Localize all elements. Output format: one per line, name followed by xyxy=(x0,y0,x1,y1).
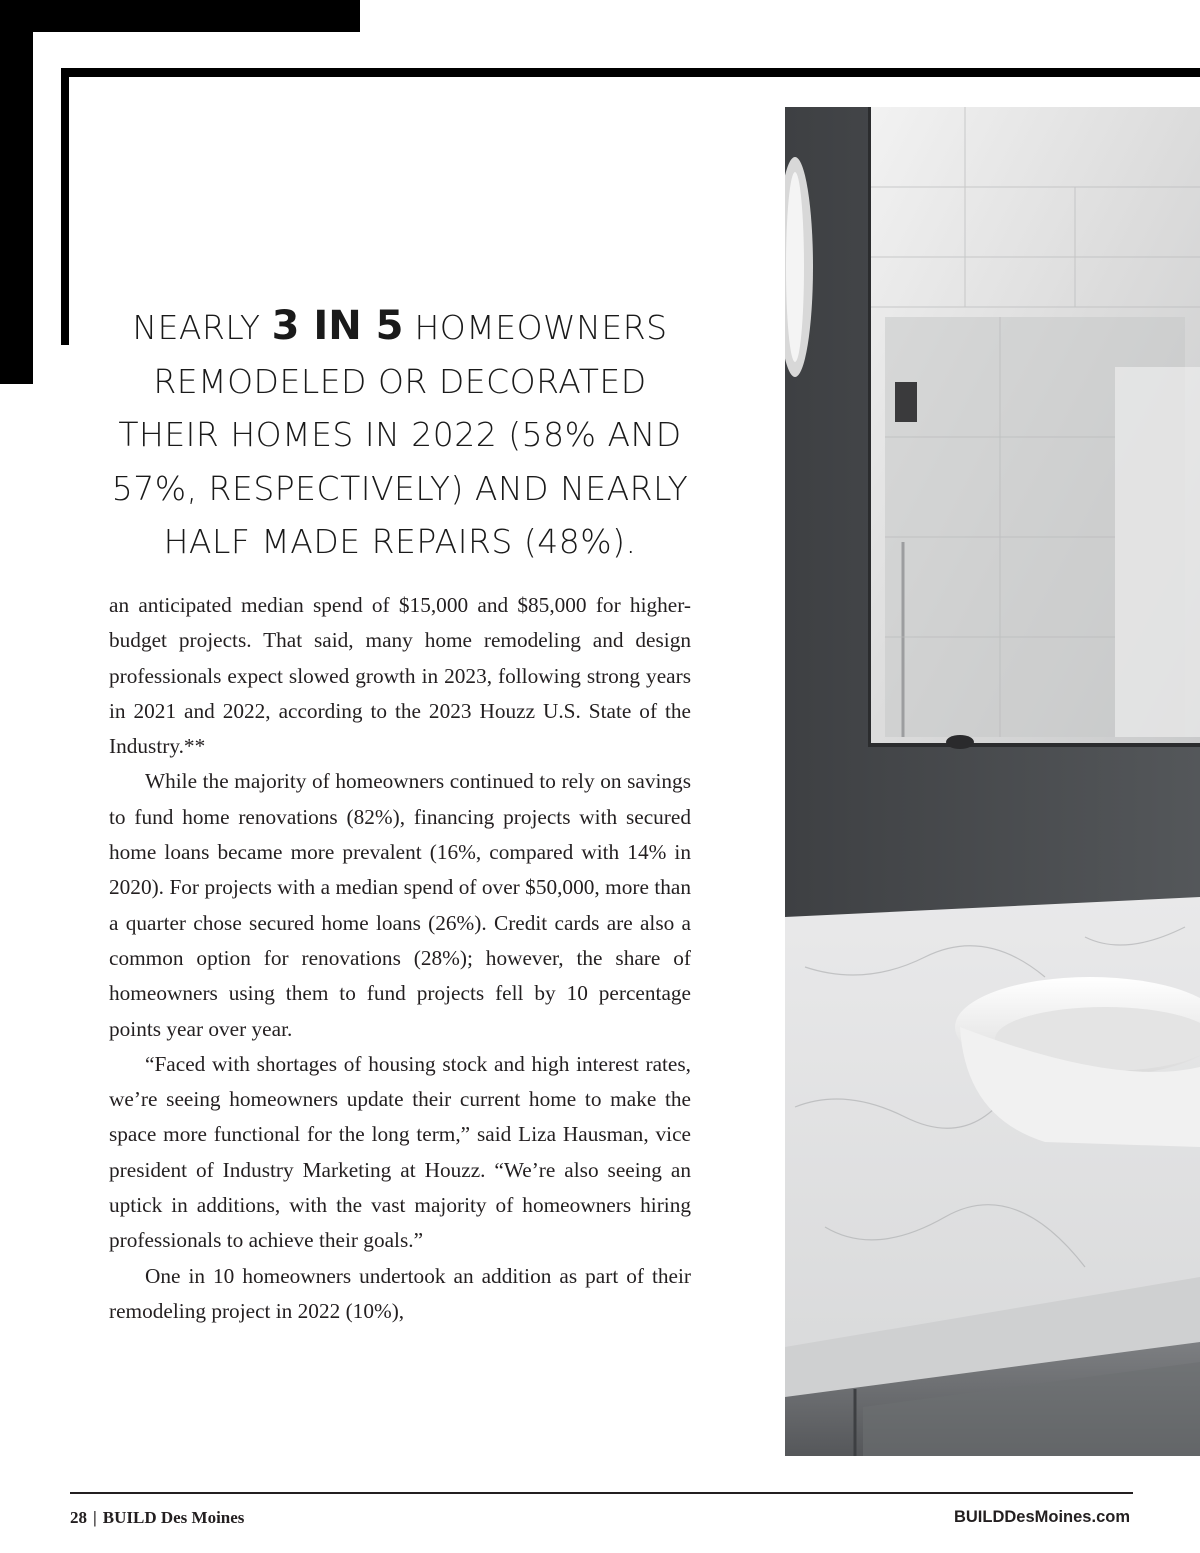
decorative-bar-top xyxy=(0,0,360,32)
page-number: 28 xyxy=(70,1508,87,1527)
paragraph-4: One in 10 homeowners undertook an addition as part of their remodeling project in 2022 (10%), xyxy=(109,1263,691,1323)
decorative-bar-left xyxy=(0,32,33,384)
bathroom-photo xyxy=(785,107,1200,1456)
footer-separator: | xyxy=(93,1508,97,1527)
pull-quote xyxy=(100,300,700,569)
paragraph-2: While the majority of homeowners continued to rely on savings to fund home renovations (82%), financing projects with secured home loans became more prevalent (16%, compared with 14% in 2020). For projects with a median spend of over $50,000, more than a quarter chose secured home loans (26%). Credit cards are also a common option for renovations (28%); however, the share of homeowners using them to fund projects fell by 10 percentage points year over year. xyxy=(109,769,691,1041)
frame-rule-left xyxy=(61,68,69,345)
paragraph-3: “Faced with shortages of housing stock and high interest rates, we’re seeing homeowners update their current home to make the space more functional for the long term,” said Liza Hausman, vice president of Industry Marketing at Houzz. “We’re also seeing an uptick in additions, with the vast majority of homeowners hiring professionals to achieve their goals.” xyxy=(109,1051,691,1253)
pull-quote-post: HOMEOWNERS REMODELED OR DECORATED THEIR HOMES IN 2022 (58% AND 57%, RESPECTIVELY) AND NEARLY HALF MADE REPAIRS (48%). xyxy=(111,308,689,561)
pull-quote-pre: NEARLY xyxy=(132,308,272,347)
footer-rule xyxy=(70,1492,1133,1494)
pull-quote-highlight: 3 IN 5 xyxy=(271,303,404,349)
footer-folio xyxy=(70,1508,244,1528)
publication-name: BUILD Des Moines xyxy=(102,1508,245,1527)
article-body xyxy=(109,588,691,1329)
website-link[interactable]: BUILDDesMoines.com xyxy=(953,1508,1130,1526)
paragraph-1: an anticipated median spend of $15,000 and $85,000 for higher-budget projects. That said, many home remodeling and design professionals expect slowed growth in 2023, following strong years in 2021 and 2022, according to the 2023 Houzz U.S. State of the Industry.** xyxy=(109,593,691,759)
frame-rule-top xyxy=(61,68,1200,77)
